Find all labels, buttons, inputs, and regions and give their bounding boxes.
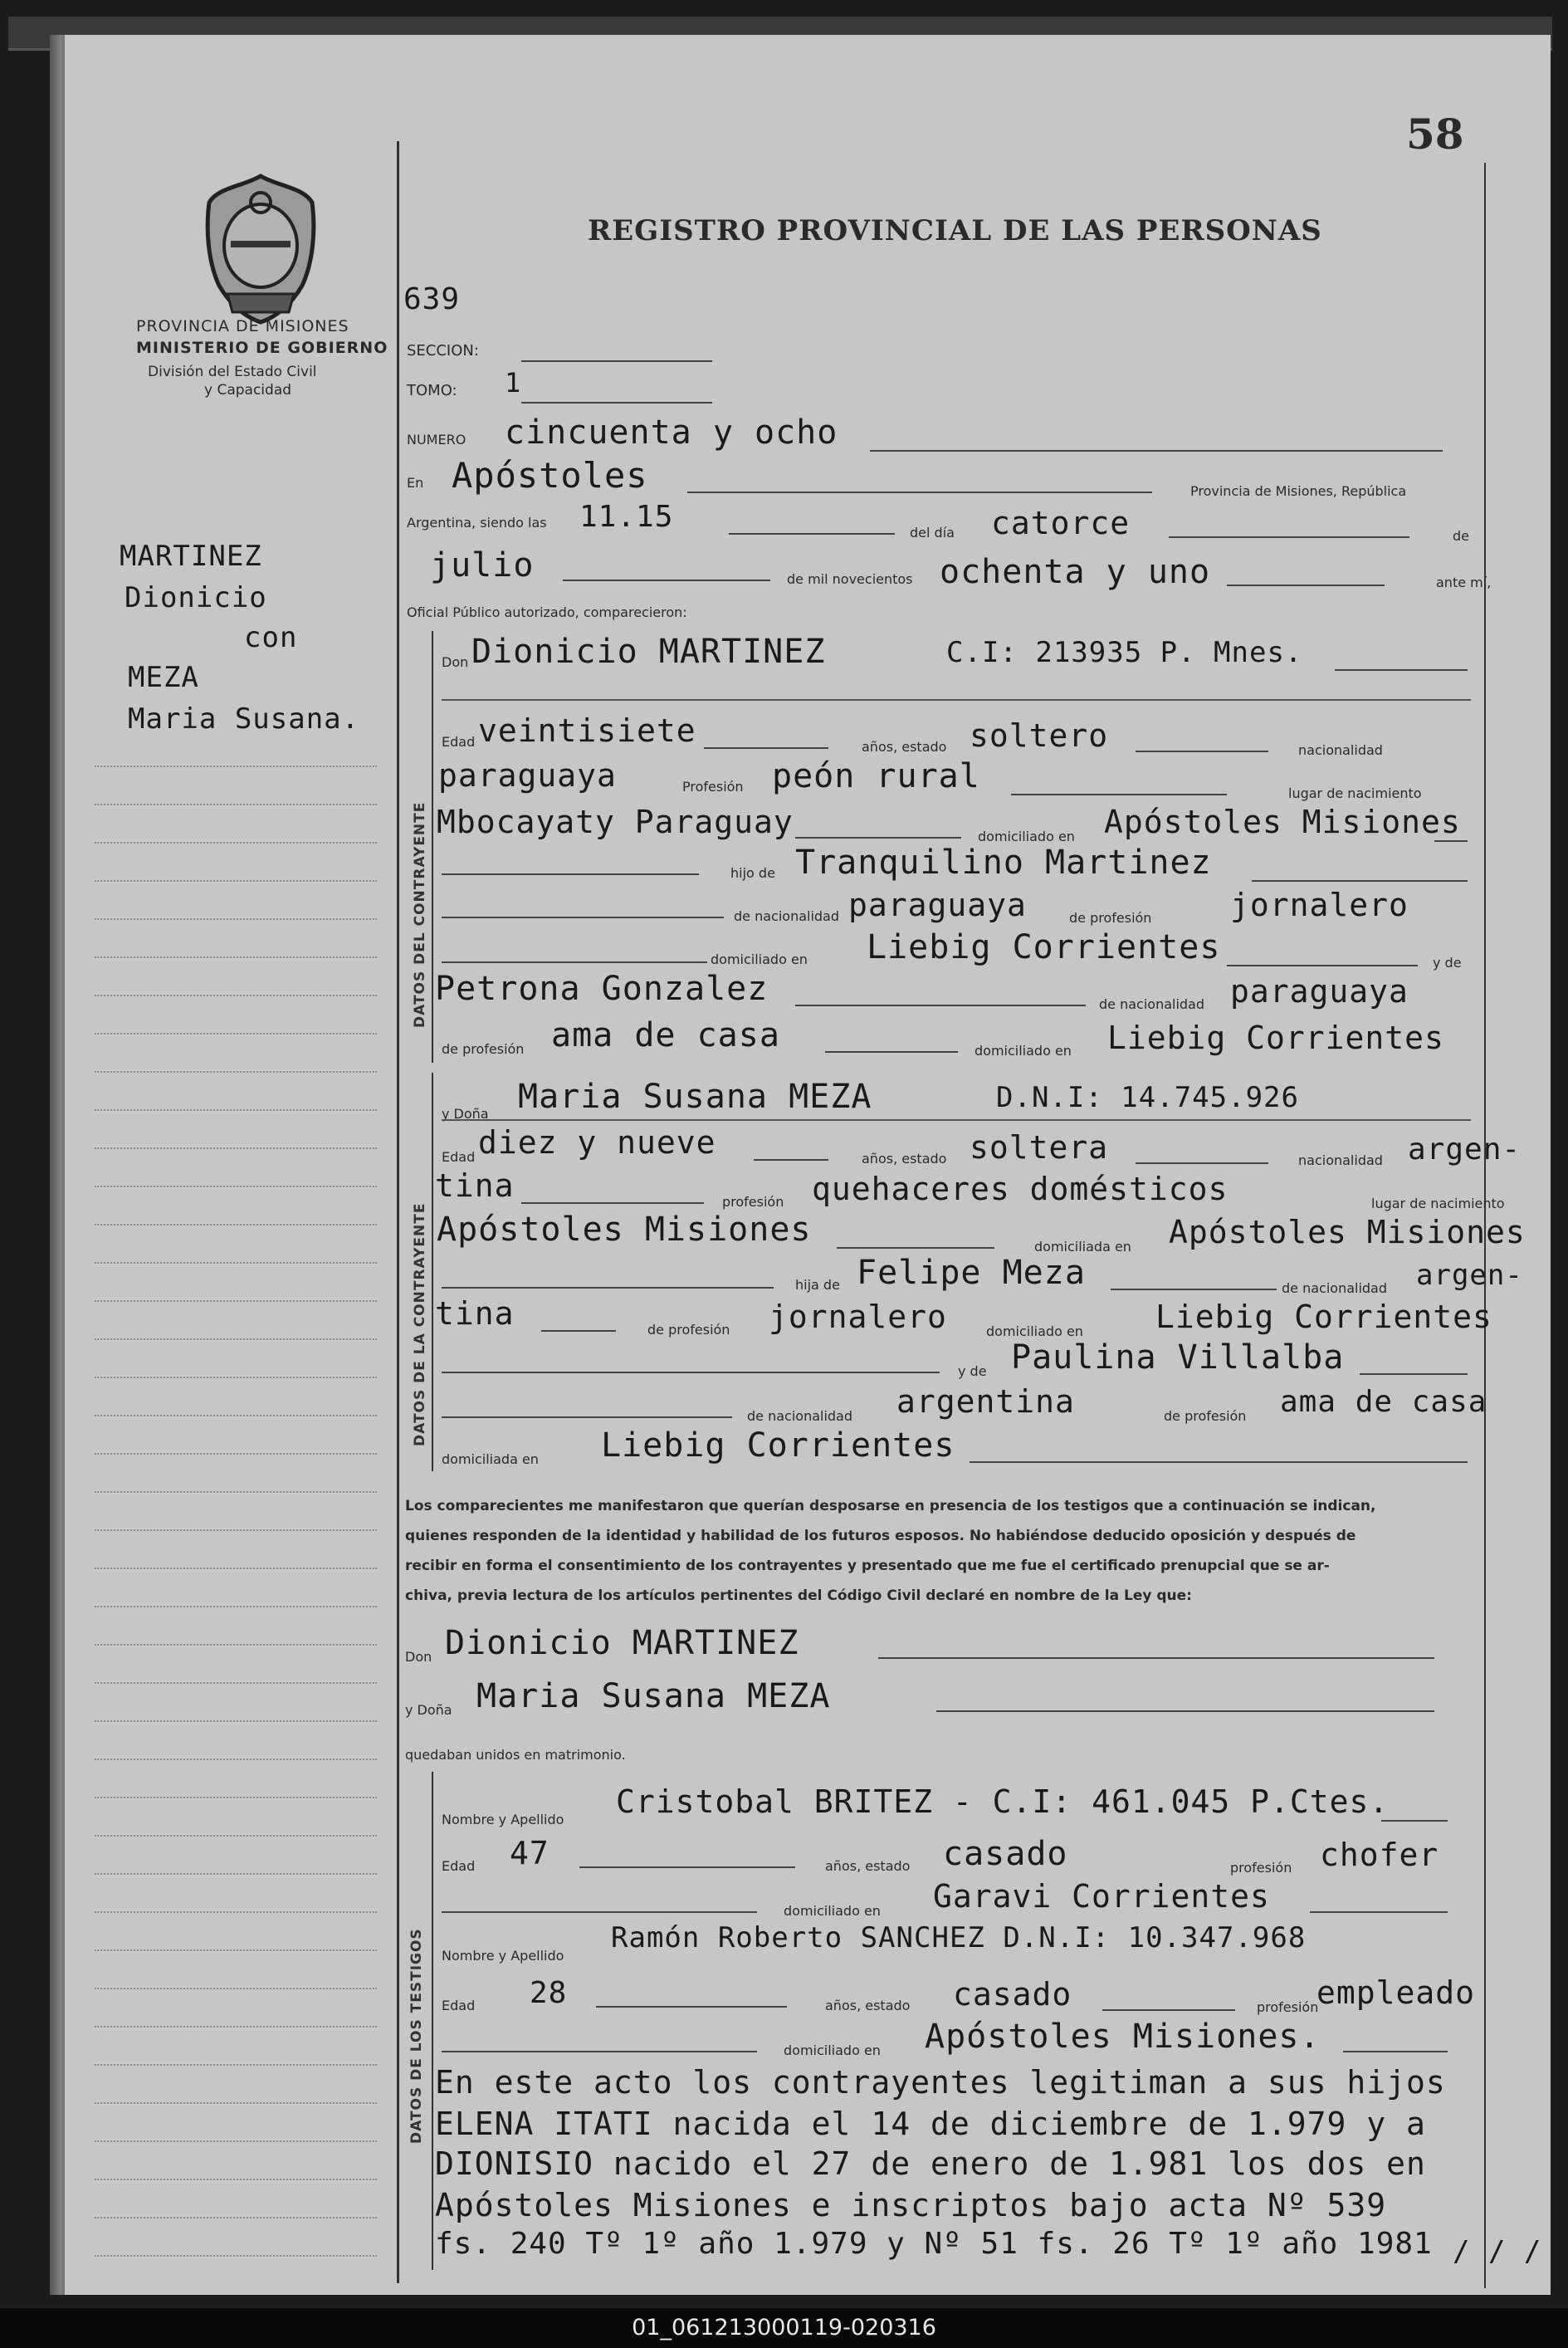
margin-rule-line [95, 1491, 377, 1493]
contrayente-profesion: peón rural [772, 757, 980, 795]
anios-estado-label: años, estado [862, 739, 947, 755]
argentina-label: Argentina, siendo las [407, 515, 547, 531]
t1-edad-line [579, 1866, 795, 1868]
dona-label: y Doña [442, 1106, 489, 1122]
y-de-blank-line [442, 1372, 940, 1373]
t1-dom-blank-line [442, 1911, 757, 1913]
hour-value: 11.15 [579, 500, 674, 534]
contrayenta-lugar: Apóstoles Misiones [437, 1211, 812, 1249]
margin-rule-line [95, 1759, 377, 1760]
margin-rule-line [95, 1720, 377, 1722]
t1-nombre-line [1381, 1820, 1448, 1822]
contrayenta-profesion: quehaceres domésticos [812, 1171, 1229, 1207]
domicilio-line [1434, 840, 1468, 842]
margin-rule-line [95, 1988, 377, 1989]
margin-note-line: Maria Susana. [128, 702, 360, 736]
t1-edad: 47 [510, 1835, 550, 1871]
page-title: REGISTRO PROVINCIAL DE LAS PERSONAS [588, 214, 1322, 247]
hour-line [729, 533, 895, 535]
unidos-label: quedaban unidos en matrimonio. [405, 1747, 626, 1763]
nac-blank-line [442, 917, 724, 918]
year-value: ochenta y uno [940, 553, 1211, 591]
t2-edad-label: Edad [442, 1998, 476, 2013]
t1-estado: casado [943, 1835, 1068, 1873]
contrayente-nacionalidad: paraguaya [438, 757, 617, 794]
margin-rule-line [95, 1529, 377, 1531]
margin-rule-line [95, 1147, 377, 1149]
note-line: fs. 240 Tº 1º año 1.979 y Nº 51 fs. 26 Tº 1º año 1981 [435, 2227, 1433, 2261]
margin-note-line: MARTINEZ [120, 540, 262, 573]
doc-line [1335, 669, 1468, 671]
day-value: catorce [991, 505, 1131, 541]
del-dia-label: del día [910, 525, 955, 541]
estado-line [1136, 751, 1268, 752]
madre-profesion: ama de casa [1280, 1385, 1487, 1419]
padre-line [1252, 880, 1468, 882]
division-line-1: División del Estado Civil [148, 364, 317, 380]
y-de-label: y de [958, 1363, 987, 1379]
padre-domicilio: Liebig Corrientes [867, 928, 1221, 966]
margin-rule-line [95, 1911, 377, 1913]
contrayenta-edad: diez y nueve [478, 1124, 716, 1161]
numero-line [870, 450, 1443, 452]
margin-rule-line [95, 842, 377, 844]
margin-rule-line [95, 1835, 377, 1837]
madre-prof-label: de profesión [442, 1041, 525, 1057]
profesion-label: profesión [722, 1194, 784, 1210]
decl-don-value: Dionicio MARTINEZ [445, 1624, 799, 1662]
madre-domicilio: Liebig Corrientes [601, 1426, 955, 1465]
margin-rule-line [95, 2179, 377, 2180]
margin-rule-line [95, 1644, 377, 1646]
testigos-section-label: DATOS DE LOS TESTIGOS [408, 1928, 425, 2144]
lugar-label: lugar de nacimiento [1288, 785, 1422, 801]
page-column-divider [397, 141, 399, 2283]
numero-label: NUMERO [407, 432, 466, 448]
madre-nacionalidad: argentina [896, 1383, 1075, 1420]
anios-estado-label: años, estado [862, 1151, 947, 1167]
margin-rule-line [95, 1797, 377, 1798]
margin-rule-line [95, 2026, 377, 2028]
padre-line [1111, 1289, 1277, 1290]
contrayente-domicilio: Apóstoles Misiones [1104, 804, 1461, 840]
padre-nombre: Felipe Meza [857, 1254, 1086, 1292]
t1-estado-label: años, estado [825, 1858, 911, 1874]
margin-rule-line [95, 2217, 377, 2218]
madre-nacionalidad: paraguaya [1230, 973, 1409, 1010]
numero-value: cincuenta y ocho [505, 413, 838, 452]
margin-rule-line [95, 766, 377, 767]
declaration-line: chiva, previa lectura de los artículos pertinentes del Código Civil declaré en nombre de la Ley que: [405, 1587, 1192, 1604]
year-line [1227, 585, 1385, 586]
margin-rule-line [95, 1186, 377, 1187]
hijo-blank-line [442, 873, 699, 875]
nac-line [521, 1202, 704, 1204]
margin-rule-line [95, 2064, 377, 2066]
padre-nombre: Tranquilino Martinez [795, 844, 1212, 882]
hija-label: hija de [795, 1277, 840, 1293]
contrayenta-nacionalidad-b: tina [435, 1167, 515, 1204]
margin-rule-line [95, 918, 377, 920]
t2-domicilio: Apóstoles Misiones. [925, 2018, 1321, 2056]
padre-nacionalidad-a: argen- [1416, 1259, 1523, 1292]
contrayente-nombre: Dionicio MARTINEZ [471, 633, 826, 671]
note-line: DIONISIO nacido el 27 de enero de 1.981 los dos en [435, 2145, 1426, 2182]
edad-label: Edad [442, 734, 476, 750]
t2-edad: 28 [530, 1976, 568, 2010]
margin-rule-line [95, 1568, 377, 1569]
tomo-label: TOMO: [407, 382, 457, 399]
margin-rule-line [95, 880, 377, 882]
closing-strokes: / / / [1453, 2235, 1542, 2268]
t1-profesion: chofer [1320, 1837, 1439, 1873]
de-label: de [1453, 528, 1469, 544]
division-line-2: y Capacidad [204, 382, 292, 399]
contrayente-edad: veintisiete [478, 712, 696, 749]
seccion-line [521, 360, 712, 362]
padre-nac-label: de nacionalidad [1282, 1280, 1388, 1296]
tomo-line [521, 402, 712, 404]
declaration-line: recibir en forma el consentimiento de los contrayentes y presentado que me fue el certificado prenupcial que se ar- [405, 1558, 1330, 1574]
margin-rule-line [95, 1109, 377, 1111]
margin-rule-line [95, 1606, 377, 1607]
lugar-line [837, 1247, 994, 1249]
t1-dom-label: domiciliado en [784, 1903, 881, 1919]
margin-note-line: con [244, 621, 298, 654]
madre-nombre: Paulina Villalba [1011, 1338, 1345, 1377]
testigos-bracket [432, 1772, 433, 2270]
note-line: ELENA ITATI nacida el 14 de diciembre de 1.979 y a [435, 2106, 1426, 2142]
madre-dom-label: domiciliada en [442, 1451, 539, 1467]
padre-nacionalidad-b: tina [435, 1295, 515, 1332]
profesion-line [1011, 794, 1227, 795]
edad-line [704, 747, 828, 749]
decl-don-line [878, 1657, 1434, 1659]
margin-rule-line [95, 1873, 377, 1875]
padre-prof-label: de profesión [647, 1322, 730, 1338]
madre-line [795, 1005, 1086, 1006]
t2-dom-blank-line [442, 2051, 757, 2052]
margin-rule-line [95, 2140, 377, 2142]
margin-rule-line [95, 1415, 377, 1416]
t1-nombre-label: Nombre y Apellido [442, 1812, 564, 1827]
register-page [61, 35, 1551, 2295]
madre-nac-label: de nacionalidad [1099, 996, 1205, 1012]
estado-line [1136, 1162, 1268, 1164]
t2-nombre-label: Nombre y Apellido [442, 1948, 564, 1964]
contrayente-section-label: DATOS DEL CONTRAYENTE [412, 801, 428, 1028]
t1-dom-line [1310, 1911, 1448, 1913]
page-number: 58 [1406, 110, 1464, 159]
month-line [563, 580, 770, 581]
t2-nombre: Ramón Roberto SANCHEZ D.N.I: 10.347.968 [611, 1921, 1307, 1954]
day-line [1169, 536, 1409, 538]
seccion-label: SECCION: [407, 342, 479, 360]
note-line: Apóstoles Misiones e inscriptos bajo acta Nº 539 [435, 2187, 1387, 2223]
padre-domicilio: Liebig Corrientes [1155, 1299, 1492, 1335]
en-label: En [407, 475, 424, 491]
padre-profesion: jornalero [1230, 887, 1409, 923]
province-name: PROVINCIA DE MISIONES [136, 317, 349, 335]
contrayenta-estado: soltera [970, 1129, 1109, 1166]
act-number-hand: 639 [403, 282, 461, 316]
scan-caption: 01_061213000119-020316 [632, 2315, 936, 2341]
lugar-line [795, 837, 961, 839]
oficial-label: Oficial Público autorizado, comparecieron: [407, 604, 687, 620]
decl-dona-label: y Doña [405, 1702, 452, 1718]
margin-rule-line [95, 1377, 377, 1378]
padre-nac-label: de nacionalidad [734, 908, 840, 924]
margin-note-line: Dionicio [125, 581, 267, 614]
t2-edad-line [596, 2006, 787, 2008]
note-line: En este acto los contrayentes legitiman a sus hijos [435, 2064, 1446, 2101]
t2-profesion: empleado [1316, 1974, 1476, 2011]
en-line [687, 492, 1152, 493]
t1-prof-label: profesión [1230, 1860, 1292, 1876]
t2-dom-label: domiciliado en [784, 2042, 881, 2058]
margin-rule-line [95, 1338, 377, 1340]
padre-nacionalidad: paraguaya [848, 887, 1027, 923]
contrayenta-nombre: Maria Susana MEZA [518, 1078, 872, 1116]
t2-dom-line [1343, 2051, 1448, 2052]
contrayenta-domicilio: Apóstoles Misiones [1169, 1214, 1526, 1250]
contrayenta-nacionalidad-a: argen- [1408, 1132, 1522, 1167]
margin-rule-line [95, 956, 377, 958]
t2-estado-line [1102, 2009, 1235, 2011]
margin-rule-line [95, 1262, 377, 1264]
margin-rule-line [95, 1224, 377, 1225]
decl-dona-line [936, 1710, 1434, 1712]
ministry-name: MINISTERIO DE GOBIERNO [136, 339, 388, 357]
margin-rule-line [95, 2102, 377, 2104]
madre-nac-label: de nacionalidad [747, 1408, 853, 1424]
en-value: Apóstoles [452, 455, 648, 496]
profesion-label: Profesión [682, 779, 744, 795]
madre-nombre: Petrona Gonzalez [435, 970, 769, 1008]
margin-rule-line [95, 1949, 377, 1951]
padre-dom-line [1227, 965, 1418, 966]
month-value: julio [430, 546, 535, 585]
edad-label: Edad [442, 1149, 476, 1165]
don-label: Don [442, 654, 469, 670]
nacionalidad-label: nacionalidad [1298, 1152, 1383, 1168]
year-label: de mil novecientos [787, 571, 913, 587]
margin-rule-line [95, 804, 377, 805]
tomo-value: 1 [505, 367, 522, 399]
decl-don-label: Don [405, 1649, 432, 1665]
domiciliado-label: domiciliado en [978, 829, 1075, 844]
madre-dom-label: domiciliado en [975, 1043, 1072, 1059]
t1-nombre: Cristobal BRITEZ - C.I: 461.045 P.Ctes. [616, 1783, 1390, 1820]
nacionalidad-label: nacionalidad [1298, 742, 1383, 758]
domiciliada-label: domiciliada en [1034, 1239, 1131, 1255]
padre-dom-blank-line [442, 961, 707, 963]
contrayente-doc: C.I: 213935 P. Mnes. [946, 636, 1303, 669]
padre-prof-label: de profesión [1069, 910, 1152, 926]
edad-line [754, 1159, 828, 1161]
margin-rule-line [95, 1071, 377, 1073]
hija-blank-line [442, 1287, 774, 1289]
padre-dom-label: domiciliado en [986, 1323, 1083, 1339]
lugar-label: lugar de nacimiento [1371, 1196, 1505, 1211]
t2-prof-label: profesión [1257, 1999, 1319, 2015]
hijo-label: hijo de [730, 865, 775, 881]
y-de-label: y de [1433, 955, 1462, 971]
margin-rule-line [95, 1033, 377, 1035]
declaration-line: Los comparecientes me manifestaron que querían desposarse en presencia de los testigos que a continuación se indican, [405, 1498, 1376, 1514]
margin-note-line: MEZA [128, 661, 199, 694]
padre-nac-line [541, 1330, 616, 1332]
t2-estado-label: años, estado [825, 1998, 911, 2013]
madre-prof-label: de profesión [1164, 1408, 1247, 1424]
madre-dom-line [970, 1461, 1468, 1463]
declaration-line: quienes responden de la identidad y habilidad de los futuros esposos. No habiéndose deducido oposición y después de [405, 1528, 1356, 1544]
margin-rule-line [95, 1453, 377, 1455]
contrayenta-doc: D.N.I: 14.745.926 [996, 1081, 1299, 1114]
contrayente-estado: soltero [970, 717, 1109, 754]
t1-domicilio: Garavi Corrientes [933, 1878, 1270, 1915]
madre-domicilio: Liebig Corrientes [1107, 1020, 1444, 1056]
madre-profesion: ama de casa [551, 1016, 780, 1054]
provincia-label: Provincia de Misiones, República [1190, 483, 1407, 499]
contrayente-lugar: Mbocayaty Paraguay [437, 804, 794, 840]
section-rule [442, 699, 1471, 701]
padre-profesion: jornalero [769, 1299, 947, 1335]
ante-label: ante mí, [1436, 575, 1492, 590]
decl-dona-value: Maria Susana MEZA [476, 1677, 831, 1715]
margin-rule-line [95, 2255, 377, 2257]
contrayente-bracket [432, 631, 433, 1063]
t1-edad-label: Edad [442, 1858, 476, 1874]
margin-rule-line [95, 995, 377, 996]
padre-dom-label: domiciliado en [711, 951, 808, 967]
madre-nac-blank-line [442, 1416, 732, 1418]
madre-prof-line [825, 1051, 958, 1053]
contrayenta-bracket [432, 1073, 433, 1471]
margin-rule-line [95, 1300, 377, 1302]
madre-line [1360, 1373, 1468, 1375]
provincial-seal-icon [203, 169, 319, 325]
margin-rule-line [95, 1682, 377, 1684]
t2-estado: casado [953, 1976, 1072, 2013]
contrayenta-section-label: DATOS DE LA CONTRAYENTE [412, 1202, 428, 1446]
section-rule [442, 1119, 1471, 1121]
